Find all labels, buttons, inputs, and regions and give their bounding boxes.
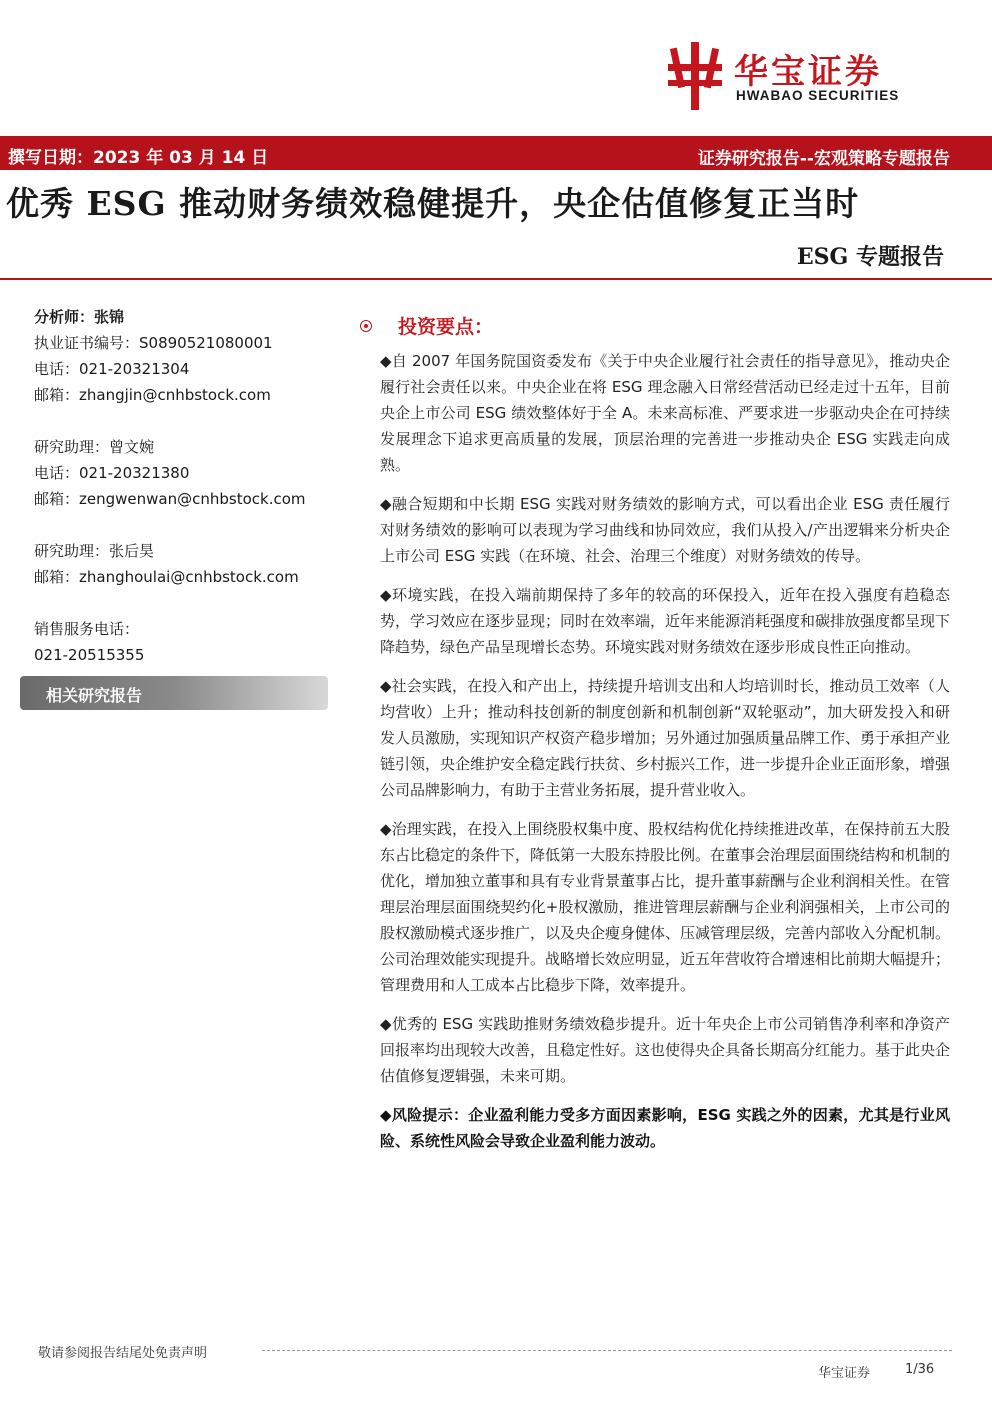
report-title: 优秀 ESG 推动财务绩效稳健提升，央企估值修复正当时 [6, 184, 860, 223]
investment-highlights [380, 312, 950, 1167]
analyst-sidebar [34, 304, 334, 668]
logo-text-en: HWABAO SECURITIES [736, 88, 900, 103]
assistant1-phone: 电话：021-20321380 [34, 464, 190, 482]
header-bar [0, 136, 992, 170]
related-reports-header: 相关研究报告 [20, 676, 328, 710]
report-type: 证券研究报告--宏观策略专题报告 [697, 149, 950, 169]
analyst-email: 邮箱：zhangjin@cnhbstock.com [34, 386, 271, 404]
report-date: 撰写日期：2023 年 03 月 14 日 [8, 148, 269, 168]
paragraph: ◆自 2007 年国务院国资委发布《关于中央企业履行社会责任的指导意见》，推动央企履行社会责任以来。中央企业在将 ESG 理念融入日常经营活动已经走过十五年，目前央企上市公司 ESG 绩效整体好于全 A。未来高标准、严要求进一步驱动央企在可持续发展理念下追求更高质量的发展，顶层治理的完善进一步推动央企 ESG 实践走向成熟。 [380, 352, 950, 474]
target-icon [360, 320, 372, 332]
analyst-name: 分析师：张锦 [34, 308, 125, 326]
assistant1-name: 研究助理：曾文婉 [34, 438, 155, 456]
page-number: 1/36 [905, 1362, 935, 1377]
logo-text-cn: 华宝证券 [734, 52, 882, 92]
sales-label: 销售服务电话： [34, 620, 140, 638]
paragraph: ◆治理实践，在投入上围绕股权集中度、股权结构优化持续推进改革，在保持前五大股东占比稳定的条件下，降低第一大股东持股比例。在董事会治理层面围绕结构和机制的优化，增加独立董事和具有专业背景董事占比，提升董事薪酬与企业利润相关性。在管理层治理层面围绕契约化+股权激励，推进管理层薪酬与企业利润强相关，上市公司的股权激励模式逐步推广，以及央企瘦身健体、压减管理层级，完善内部收入分配机制。公司治理效能实现提升。战略增长效应明显，近五年营收符合增速相比前期大幅提升；管理费用和人工成本占比稳步下降，效率提升。 [380, 820, 951, 994]
hwabao-logo-mark-icon [664, 42, 726, 110]
section-title: 投资要点： [398, 316, 494, 338]
paragraph: ◆环境实践，在投入端前期保持了多年的较高的环保投入，近年在投入强度有趋稳态势，学习效应在逐步显现；同时在效率端，近年来能源消耗强度和碳排放强度都呈现下降趋势，绿色产品呈现增长态势。环境实践对财务绩效在逐步形成良性正向推动。 [380, 586, 951, 656]
assistant1-email: 邮箱：zengwenwan@cnhbstock.com [34, 490, 306, 508]
footer-divider [262, 1350, 952, 1351]
analyst-phone: 电话：021-20321304 [34, 360, 190, 378]
company-logo [664, 42, 944, 112]
analyst-license: 执业证书编号：S0890521080001 [34, 334, 273, 352]
assistant2-email: 邮箱：zhanghoulai@cnhbstock.com [34, 568, 299, 586]
disclaimer-note: 敬请参阅报告结尾处免责声明 [38, 1346, 208, 1361]
paragraph: ◆融合短期和中长期 ESG 实践对财务绩效的影响方式，可以看出企业 ESG 责任履行对财务绩效的影响可以表现为学习曲线和协同效应，我们从投入/产出逻辑来分析央企上市公司 ESG 实践（在环境、社会、治理三个维度）对财务绩效的传导。 [380, 495, 950, 565]
title-divider [0, 278, 992, 280]
report-subtitle: ESG 专题报告 [796, 244, 944, 270]
paragraph: ◆优秀的 ESG 实践助推财务绩效稳步提升。近十年央企上市公司销售净利率和净资产回报率均出现较大改善，且稳定性好。这也使得央企具备长期高分红能力。基于此央企估值修复逻辑强，未来可期。 [380, 1015, 951, 1085]
section-header [380, 312, 950, 348]
footer-brand: 华宝证券 [818, 1366, 871, 1381]
assistant2-name: 研究助理：张后昊 [34, 542, 155, 560]
paragraph: ◆社会实践，在投入和产出上，持续提升培训支出和人均培训时长，推动员工效率（人均营收）上升；推动科技创新的制度创新和机制创新“双轮驱动”，加大研发投入和研发人员激励，实现知识产权资产稳步增加；另外通过加强质量品牌工作、勇于承担产业链引领，央企维护安全稳定践行扶贫、乡村振兴工作，进一步提升企业正面形象，增强公司品牌影响力，有助于主营业务拓展，提升营业收入。 [380, 677, 951, 799]
sales-phone: 021-20515355 [34, 646, 145, 664]
risk-warning: ◆风险提示：企业盈利能力受多方面因素影响，ESG 实践之外的因素，尤其是行业风险、系统性风险会导致企业盈利能力波动。 [380, 1106, 950, 1150]
